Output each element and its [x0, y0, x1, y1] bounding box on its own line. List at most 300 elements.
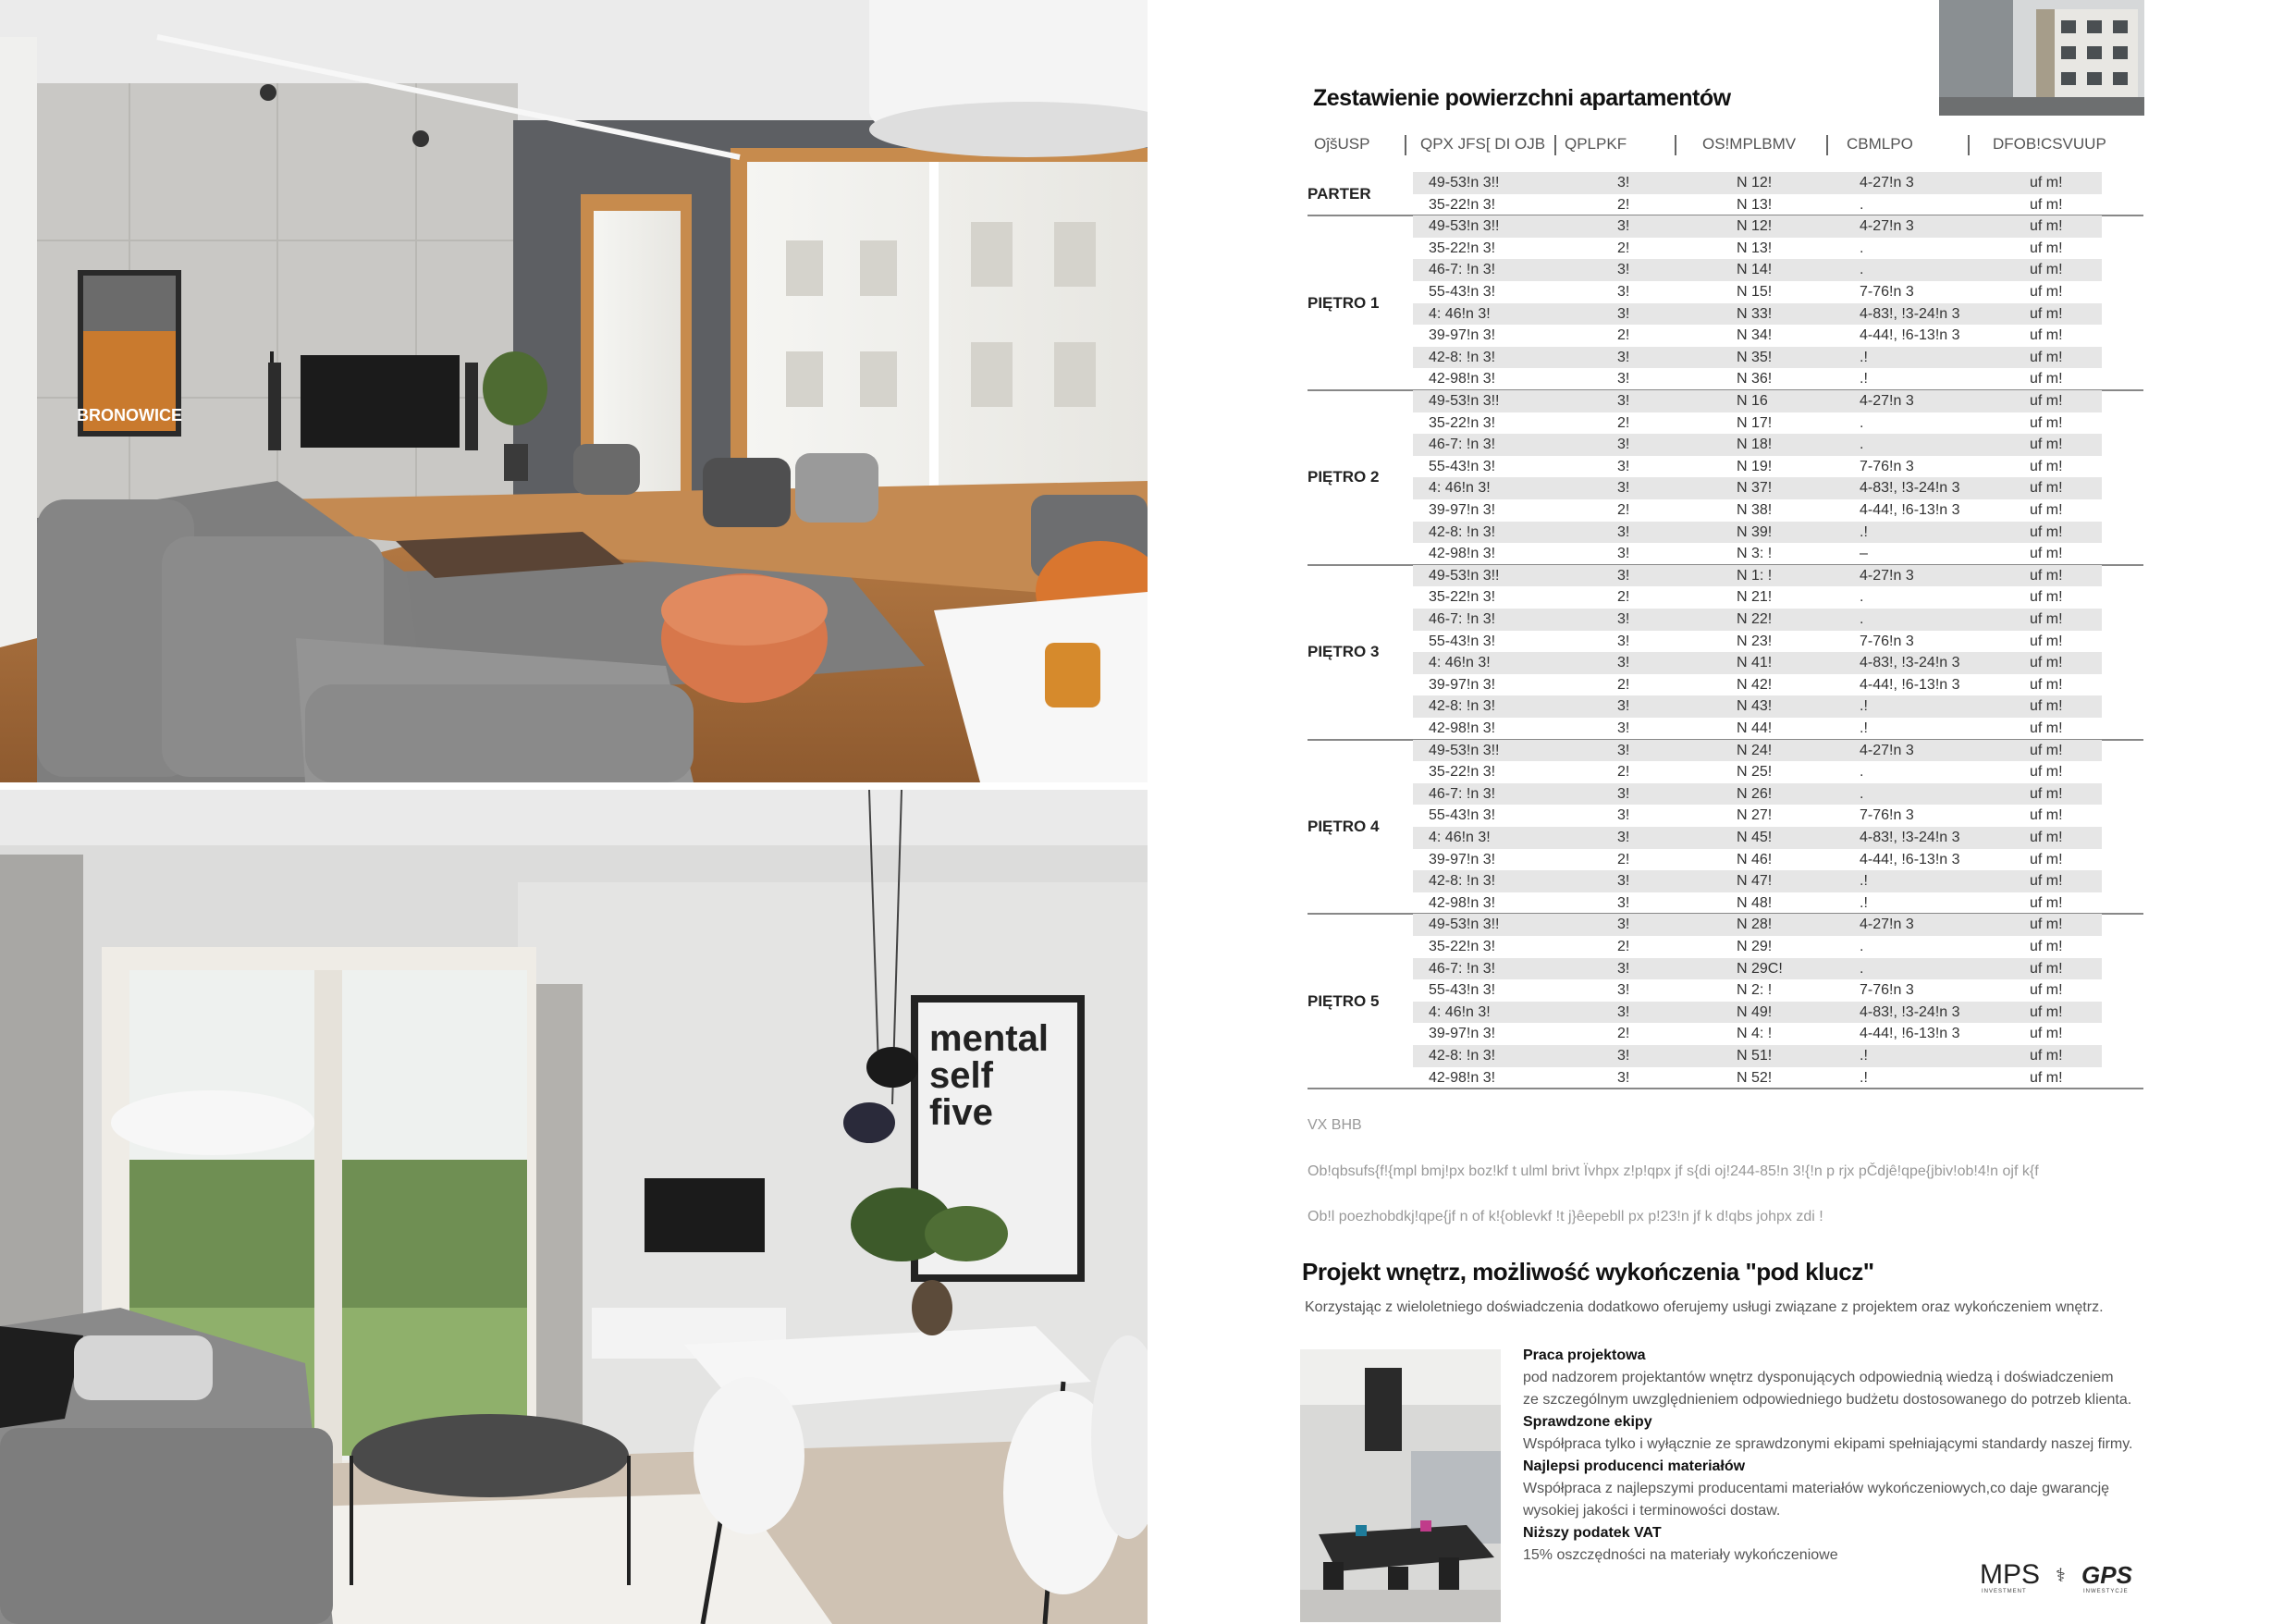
table-row [1413, 1045, 2102, 1067]
cell-rooms: 3! [1617, 480, 1630, 497]
logo-gps: GPS [2081, 1561, 2132, 1589]
cell-rooms: 3! [1617, 437, 1630, 453]
cell-unit-no: N 41! [1737, 655, 1773, 671]
cell-unit-no: N 49! [1737, 1003, 1773, 1020]
cell-unit-no: N 37! [1737, 480, 1773, 497]
cell-area: 46-7: !n 3! [1429, 785, 1496, 802]
company-logos [1980, 1557, 2169, 1594]
table-row [1413, 543, 2102, 565]
poster-line-1: mental [929, 1018, 1049, 1059]
cell-balcony: . [1860, 262, 1864, 278]
cell-rooms: 3! [1617, 1003, 1630, 1020]
table-row [1413, 477, 2102, 499]
cell-price: uf m! [2030, 196, 2063, 213]
table-row [1413, 783, 2102, 806]
table-row [1413, 761, 2102, 783]
table-row [1413, 565, 2102, 587]
cell-rooms: 2! [1617, 196, 1630, 213]
cell-price: uf m! [2030, 851, 2063, 867]
cell-unit-no: N 3: ! [1737, 546, 1773, 562]
cell-area: 42-8: !n 3! [1429, 523, 1496, 540]
cell-rooms: 2! [1617, 414, 1630, 431]
note-line-2: Ob!l poezhobdkj!qpe{jf n of k!{oblevkf !t j}êepebll px p!23!n jf k d!qbs johpx zdi ! [1308, 1209, 1823, 1224]
cell-area: 55-43!n 3! [1429, 807, 1496, 824]
cell-unit-no: N 23! [1737, 633, 1773, 649]
cell-price: uf m! [2030, 960, 2063, 977]
cell-balcony: 4-27!n 3 [1860, 175, 1914, 191]
cell-area: 4: 46!n 3! [1429, 655, 1491, 671]
cell-rooms: 3! [1617, 1069, 1630, 1086]
cell-balcony: . [1860, 611, 1864, 627]
cell-balcony: 7-76!n 3 [1860, 284, 1914, 300]
cell-unit-no: N 15! [1737, 284, 1773, 300]
cell-balcony: . [1860, 437, 1864, 453]
cell-unit-no: N 39! [1737, 523, 1773, 540]
cell-area: 42-98!n 3! [1429, 720, 1496, 736]
table-row [1413, 172, 2102, 194]
cell-price: uf m! [2030, 982, 2063, 999]
service-heading-vat: Niższy podatek VAT [1523, 1525, 1662, 1541]
cell-balcony: 4-83!, !3-24!n 3 [1860, 480, 1960, 497]
cell-rooms: 2! [1617, 1026, 1630, 1042]
cell-rooms: 3! [1617, 218, 1630, 235]
cell-rooms: 3! [1617, 960, 1630, 977]
cell-area: 4: 46!n 3! [1429, 1003, 1491, 1020]
cell-balcony: 4-83!, !3-24!n 3 [1860, 305, 1960, 322]
cell-unit-no: N 24! [1737, 742, 1773, 758]
cell-unit-no: N 17! [1737, 414, 1773, 431]
cell-unit-no: N 25! [1737, 764, 1773, 781]
cell-balcony: 4-83!, !3-24!n 3 [1860, 830, 1960, 845]
cell-area: 4: 46!n 3! [1429, 480, 1491, 497]
cell-rooms: 3! [1617, 371, 1630, 388]
cell-area: 35-22!n 3! [1429, 939, 1496, 954]
header-separator [1675, 135, 1676, 155]
cell-price: uf m! [2030, 1026, 2063, 1042]
cell-unit-no: N 18! [1737, 437, 1773, 453]
service-materials-line-1: Współpraca z najlepszymi producentami materiałów wykończeniowych,co daje gwarancję [1523, 1481, 2110, 1496]
cell-balcony: 4-44!, !6-13!n 3 [1860, 327, 1960, 344]
cell-area: 42-98!n 3! [1429, 1069, 1496, 1086]
cell-balcony: .! [1860, 523, 1868, 540]
cell-area: 39-97!n 3! [1429, 502, 1496, 518]
cell-price: uf m! [2030, 175, 2063, 191]
cell-price: uf m! [2030, 720, 2063, 736]
cell-balcony: – [1860, 546, 1868, 562]
table-row [1413, 368, 2102, 390]
cell-price: uf m! [2030, 742, 2063, 758]
cell-balcony: 7-76!n 3 [1860, 633, 1914, 649]
cell-price: uf m! [2030, 458, 2063, 474]
service-heading-materials: Najlepsi producenci materiałów [1523, 1458, 1746, 1474]
cell-rooms: 3! [1617, 633, 1630, 649]
cell-unit-no: N 52! [1737, 1069, 1773, 1086]
cell-price: uf m! [2030, 611, 2063, 627]
table-row [1413, 1002, 2102, 1024]
table-row [1413, 892, 2102, 915]
cell-rooms: 3! [1617, 785, 1630, 802]
cell-price: uf m! [2030, 546, 2063, 562]
table-row [1413, 849, 2102, 871]
cell-area: 35-22!n 3! [1429, 414, 1496, 431]
cell-area: 35-22!n 3! [1429, 764, 1496, 781]
cell-rooms: 3! [1617, 1048, 1630, 1064]
cell-rooms: 3! [1617, 807, 1630, 824]
cell-area: 55-43!n 3! [1429, 284, 1496, 300]
table-row [1413, 434, 2102, 456]
cell-unit-no: N 13! [1737, 196, 1773, 213]
table-row [1413, 609, 2102, 631]
cell-rooms: 3! [1617, 698, 1630, 715]
cell-unit-no: N 13! [1737, 240, 1773, 256]
cell-unit-no: N 47! [1737, 873, 1773, 890]
table-row [1413, 1067, 2102, 1089]
cell-area: 49-53!n 3!! [1429, 567, 1500, 584]
cell-rooms: 2! [1617, 764, 1630, 781]
cell-unit-no: N 29C! [1737, 960, 1783, 977]
cell-rooms: 3! [1617, 917, 1630, 933]
table-row [1413, 870, 2102, 892]
cell-rooms: 2! [1617, 939, 1630, 954]
cell-area: 49-53!n 3!! [1429, 917, 1500, 933]
cell-area: 49-53!n 3!! [1429, 742, 1500, 758]
cell-unit-no: N 4: ! [1737, 1026, 1773, 1042]
header-separator [1405, 135, 1406, 155]
table-row [1413, 718, 2102, 740]
cell-area: 49-53!n 3!! [1429, 175, 1500, 191]
cell-rooms: 3! [1617, 284, 1630, 300]
cell-price: uf m! [2030, 1069, 2063, 1086]
cell-unit-no: N 19! [1737, 458, 1773, 474]
cell-area: 55-43!n 3! [1429, 982, 1496, 999]
cell-price: uf m! [2030, 698, 2063, 715]
cell-rooms: 3! [1617, 873, 1630, 890]
header-separator [1826, 135, 1828, 155]
cell-price: uf m! [2030, 327, 2063, 344]
cell-unit-no: N 16 [1737, 393, 1768, 409]
building-thumbnail [1939, 0, 2144, 116]
cell-area: 42-98!n 3! [1429, 894, 1496, 911]
cell-unit-no: N 45! [1737, 830, 1773, 845]
cell-unit-no: N 48! [1737, 894, 1773, 911]
cell-balcony: 4-27!n 3 [1860, 218, 1914, 235]
table-row [1413, 674, 2102, 696]
cell-balcony: .! [1860, 1048, 1868, 1064]
floor-label: PIĘTRO 1 [1308, 293, 1380, 312]
cell-balcony: . [1860, 764, 1864, 781]
cell-rooms: 3! [1617, 611, 1630, 627]
cell-price: uf m! [2030, 240, 2063, 256]
cell-unit-no: N 43! [1737, 698, 1773, 715]
cell-rooms: 3! [1617, 393, 1630, 409]
table-row [1413, 631, 2102, 653]
table-row [1413, 695, 2102, 718]
cell-balcony: 4-44!, !6-13!n 3 [1860, 851, 1960, 867]
cell-balcony: . [1860, 196, 1864, 213]
table-row [1413, 215, 2102, 238]
cell-rooms: 3! [1617, 567, 1630, 584]
cell-balcony: .! [1860, 1069, 1868, 1086]
table-row [1413, 325, 2102, 347]
table-row [1413, 740, 2102, 762]
cell-area: 42-8: !n 3! [1429, 873, 1496, 890]
cell-balcony: 4-27!n 3 [1860, 742, 1914, 758]
dining-room-illustration [0, 790, 1148, 1624]
cell-area: 46-7: !n 3! [1429, 262, 1496, 278]
cell-rooms: 3! [1617, 262, 1630, 278]
cell-balcony: . [1860, 960, 1864, 977]
table-title: Zestawienie powierzchni apartamentów [1313, 85, 1731, 111]
table-row [1413, 412, 2102, 435]
cell-area: 42-98!n 3! [1429, 371, 1496, 388]
cell-area: 42-8: !n 3! [1429, 698, 1496, 715]
cell-rooms: 3! [1617, 349, 1630, 365]
cell-balcony: 4-44!, !6-13!n 3 [1860, 676, 1960, 693]
floor-label: PARTER [1308, 184, 1371, 203]
cell-area: 39-97!n 3! [1429, 851, 1496, 867]
table-row [1413, 914, 2102, 936]
table-row [1413, 958, 2102, 980]
cell-rooms: 2! [1617, 676, 1630, 693]
cell-rooms: 3! [1617, 175, 1630, 191]
cell-area: 39-97!n 3! [1429, 676, 1496, 693]
cell-balcony: 7-76!n 3 [1860, 807, 1914, 824]
cell-rooms: 2! [1617, 502, 1630, 518]
cell-price: uf m! [2030, 764, 2063, 781]
cell-unit-no: N 28! [1737, 917, 1773, 933]
floor-label: PIĘTRO 5 [1308, 991, 1380, 1010]
cell-balcony: .! [1860, 371, 1868, 388]
service-design-line-2: ze szczególnym uwzględnieniem odpowiedniego budżetu dostosowanego do potrzeb klienta. [1523, 1392, 2132, 1408]
cell-rooms: 3! [1617, 655, 1630, 671]
services-intro: Korzystając z wieloletniego doświadczenia dodatkowo oferujemy usługi związane z projektem oraz wykończeniem wnętrz. [1305, 1299, 2104, 1315]
cell-rooms: 3! [1617, 894, 1630, 911]
service-materials-line-2: wysokiej jakości i terminowości dostaw. [1523, 1503, 1781, 1519]
cell-price: uf m! [2030, 567, 2063, 584]
cell-unit-no: N 22! [1737, 611, 1773, 627]
service-crews-line-1: Współpraca tylko i wyłącznie ze sprawdzonymi ekipami spełniającymi standardy naszej firmy. [1523, 1436, 2133, 1452]
cell-price: uf m! [2030, 393, 2063, 409]
header-floor: OĵšUSP [1314, 135, 1370, 153]
cell-balcony: . [1860, 414, 1864, 431]
floor-label: PIĘTRO 2 [1308, 468, 1380, 486]
dining-room-photo [0, 790, 1148, 1624]
cell-balcony: . [1860, 785, 1864, 802]
cell-area: 55-43!n 3! [1429, 633, 1496, 649]
floor-label: PIĘTRO 3 [1308, 643, 1380, 661]
cell-unit-no: N 42! [1737, 676, 1773, 693]
table-row [1413, 652, 2102, 674]
cell-area: 46-7: !n 3! [1429, 960, 1496, 977]
cell-unit-no: N 29! [1737, 939, 1773, 954]
cell-balcony: .! [1860, 894, 1868, 911]
cell-balcony: . [1860, 240, 1864, 256]
cell-rooms: 3! [1617, 982, 1630, 999]
logo-mps: MPS [1980, 1559, 2041, 1590]
table-row [1413, 979, 2102, 1002]
cell-price: uf m! [2030, 218, 2063, 235]
cell-unit-no: N 36! [1737, 371, 1773, 388]
logo-separator-icon: ⚕ [2056, 1566, 2066, 1586]
header-area: QPX JFS[ DI OJB [1420, 135, 1546, 153]
brochure-page [1148, 0, 2296, 1624]
cell-balcony: 4-44!, !6-13!n 3 [1860, 502, 1960, 518]
cell-price: uf m! [2030, 414, 2063, 431]
cell-price: uf m! [2030, 371, 2063, 388]
cell-price: uf m! [2030, 785, 2063, 802]
header-unit-no: OS!MPLBMV [1702, 135, 1797, 153]
table-row [1413, 827, 2102, 849]
cell-unit-no: N 26! [1737, 785, 1773, 802]
cell-unit-no: N 1: ! [1737, 567, 1773, 584]
cell-unit-no: N 44! [1737, 720, 1773, 736]
cell-balcony: 4-27!n 3 [1860, 917, 1914, 933]
header-balcony: CBMLPO [1847, 135, 1913, 153]
cell-rooms: 2! [1617, 589, 1630, 606]
cell-unit-no: N 33! [1737, 305, 1773, 322]
cell-unit-no: N 34! [1737, 327, 1773, 344]
table-row [1413, 281, 2102, 303]
cell-balcony: 4-27!n 3 [1860, 393, 1914, 409]
cell-unit-no: N 12! [1737, 175, 1773, 191]
cell-rooms: 2! [1617, 327, 1630, 344]
header-rooms: QPLPKF [1565, 135, 1627, 153]
cell-area: 49-53!n 3!! [1429, 218, 1500, 235]
cell-balcony: .! [1860, 873, 1868, 890]
office-interior-photo [1300, 1349, 1501, 1622]
floor-label: PIĘTRO 4 [1308, 818, 1380, 835]
cell-unit-no: N 27! [1737, 807, 1773, 824]
service-heading-crews: Sprawdzone ekipy [1523, 1414, 1652, 1430]
table-row [1413, 586, 2102, 609]
cell-price: uf m! [2030, 676, 2063, 693]
cell-rooms: 2! [1617, 851, 1630, 867]
table-row [1413, 303, 2102, 326]
logo-gps-sub: INWESTYCJE [2083, 1589, 2129, 1594]
cell-price: uf m! [2030, 1003, 2063, 1020]
cell-price: uf m! [2030, 633, 2063, 649]
cell-area: 55-43!n 3! [1429, 458, 1496, 474]
cell-balcony: 7-76!n 3 [1860, 982, 1914, 999]
cell-price: uf m! [2030, 502, 2063, 518]
poster-line-2: self [929, 1055, 993, 1096]
note-line-1: Ob!qbsufs{f!{mpl bmj!px boz!kf t ulml brivt Ïvhpx z!p!qpx jf s{di oj!244-85!n 3!{!n p rjx pČdjê!qpe{jbiv!ob!4!n ojf k{f [1308, 1163, 2039, 1179]
table-row [1413, 805, 2102, 827]
poster-text: BRONOWICE [77, 406, 182, 424]
cell-unit-no: N 38! [1737, 502, 1773, 518]
cell-area: 35-22!n 3! [1429, 240, 1496, 256]
cell-area: 46-7: !n 3! [1429, 611, 1496, 627]
cell-balcony: .! [1860, 720, 1868, 736]
cell-price: uf m! [2030, 305, 2063, 322]
cell-area: 49-53!n 3!! [1429, 393, 1500, 409]
cell-unit-no: N 51! [1737, 1048, 1773, 1064]
service-vat-line-1: 15% oszczędności na materiały wykończeniowe [1523, 1547, 1838, 1563]
cell-rooms: 3! [1617, 546, 1630, 562]
cell-area: 46-7: !n 3! [1429, 437, 1496, 453]
cell-price: uf m! [2030, 917, 2063, 933]
cell-price: uf m! [2030, 589, 2063, 606]
table-row [1413, 456, 2102, 478]
cell-price: uf m! [2030, 262, 2063, 278]
cell-price: uf m! [2030, 284, 2063, 300]
services-title: Projekt wnętrz, możliwość wykończenia "pod klucz" [1302, 1258, 1874, 1286]
cell-unit-no: N 21! [1737, 589, 1773, 606]
cell-unit-no: N 14! [1737, 262, 1773, 278]
cell-balcony: 4-83!, !3-24!n 3 [1860, 1003, 1960, 1020]
table-row [1413, 390, 2102, 412]
cell-price: uf m! [2030, 655, 2063, 671]
table-row [1413, 1023, 2102, 1045]
table-row [1413, 499, 2102, 522]
cell-unit-no: N 12! [1737, 218, 1773, 235]
living-room-illustration [0, 0, 1148, 782]
cell-area: 39-97!n 3! [1429, 327, 1496, 344]
header-separator [1968, 135, 1970, 155]
cell-unit-no: N 35! [1737, 349, 1773, 365]
living-room-photo [0, 0, 1148, 782]
cell-area: 4: 46!n 3! [1429, 830, 1491, 845]
table-row [1413, 347, 2102, 369]
poster-line-3: five [929, 1092, 993, 1133]
cell-balcony: 4-83!, !3-24!n 3 [1860, 655, 1960, 671]
cell-rooms: 2! [1617, 240, 1630, 256]
cell-price: uf m! [2030, 939, 2063, 954]
cell-area: 35-22!n 3! [1429, 196, 1496, 213]
service-heading-design: Praca projektowa [1523, 1347, 1646, 1363]
cell-area: 35-22!n 3! [1429, 589, 1496, 606]
cell-unit-no: N 46! [1737, 851, 1773, 867]
cell-area: 4: 46!n 3! [1429, 305, 1491, 322]
cell-unit-no: N 2: ! [1737, 982, 1773, 999]
cell-balcony: .! [1860, 349, 1868, 365]
cell-price: uf m! [2030, 807, 2063, 824]
cell-price: uf m! [2030, 894, 2063, 911]
cell-price: uf m! [2030, 523, 2063, 540]
header-separator [1554, 135, 1556, 155]
cell-rooms: 3! [1617, 523, 1630, 540]
cell-balcony: 4-27!n 3 [1860, 567, 1914, 584]
floor-divider [1308, 1088, 2143, 1089]
table-row [1413, 194, 2102, 216]
table-row [1413, 936, 2102, 958]
cell-rooms: 3! [1617, 305, 1630, 322]
cell-area: 42-8: !n 3! [1429, 349, 1496, 365]
table-row [1413, 259, 2102, 281]
logo-mps-sub: INVESTMENT [1982, 1589, 2027, 1594]
table-row [1413, 238, 2102, 260]
header-price: DFOB!CSVUUP [1993, 135, 2106, 153]
cell-rooms: 3! [1617, 742, 1630, 758]
cell-balcony: . [1860, 939, 1864, 954]
cell-price: uf m! [2030, 480, 2063, 497]
cell-price: uf m! [2030, 437, 2063, 453]
cell-area: 42-8: !n 3! [1429, 1048, 1496, 1064]
cell-rooms: 3! [1617, 458, 1630, 474]
cell-balcony: . [1860, 589, 1864, 606]
cell-area: 42-98!n 3! [1429, 546, 1496, 562]
cell-price: uf m! [2030, 873, 2063, 890]
service-design-line-1: pod nadzorem projektantów wnętrz dysponujących odpowiednią wiedzą i doświadczeniem [1523, 1370, 2114, 1385]
cell-rooms: 3! [1617, 720, 1630, 736]
cell-balcony: 4-44!, !6-13!n 3 [1860, 1026, 1960, 1042]
note-heading: VX BHB [1308, 1117, 1362, 1133]
cell-area: 39-97!n 3! [1429, 1026, 1496, 1042]
cell-price: uf m! [2030, 1048, 2063, 1064]
cell-price: uf m! [2030, 349, 2063, 365]
table-row [1413, 522, 2102, 544]
cell-price: uf m! [2030, 830, 2063, 845]
